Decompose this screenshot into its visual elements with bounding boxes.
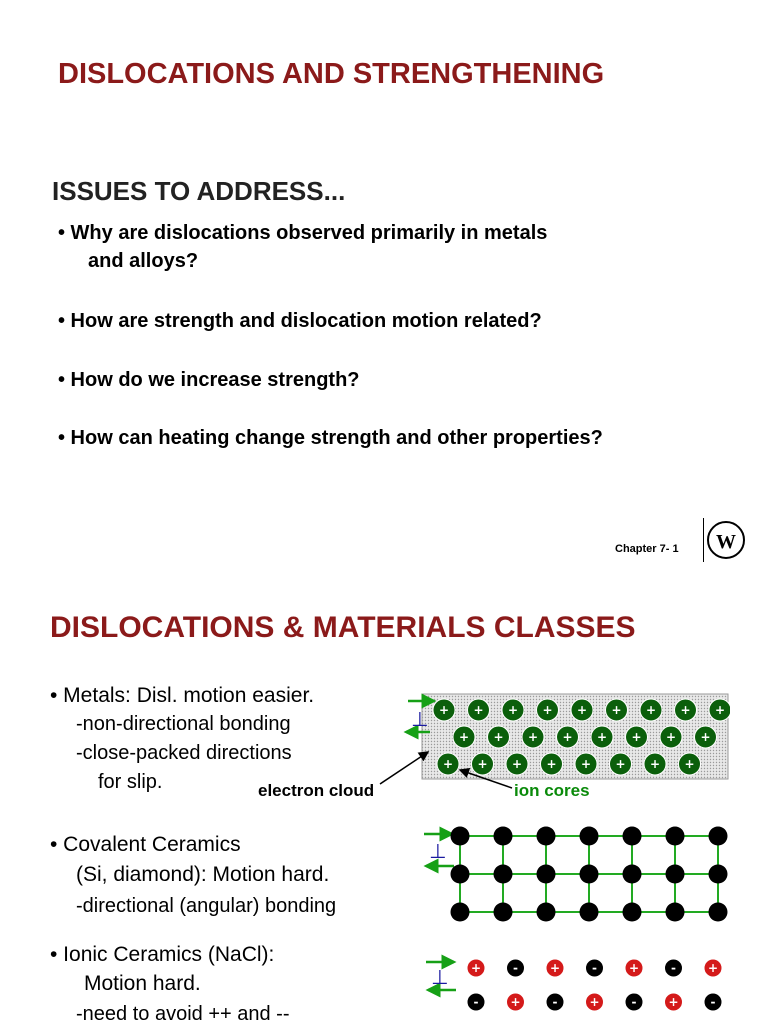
covalent-atom <box>580 865 599 884</box>
covalent-atom <box>537 827 556 846</box>
ion-core <box>571 699 593 721</box>
slide2-title: DISLOCATIONS & MATERIALS CLASSES <box>50 611 636 644</box>
covalent-head: • Covalent Ceramics <box>50 833 241 856</box>
svg-text:+: + <box>714 703 726 717</box>
ion-core <box>502 699 524 721</box>
anion <box>507 959 525 977</box>
covalent-atom <box>451 865 470 884</box>
covalent-atom <box>666 827 685 846</box>
ion-core <box>606 699 628 721</box>
electron-cloud-label: electron cloud <box>258 781 375 800</box>
bullet-2: • How are strength and dislocation motion related? <box>58 310 542 332</box>
covalent-atom <box>623 827 642 846</box>
dislocation-symbol-icon: ⊥ <box>411 707 429 731</box>
svg-text:+: + <box>611 703 622 717</box>
svg-text:+: + <box>700 730 711 744</box>
publisher-logo <box>703 518 748 562</box>
svg-text:+: + <box>645 703 657 717</box>
svg-text:+: + <box>668 995 679 1009</box>
svg-text:+: + <box>546 757 557 771</box>
svg-text:+: + <box>511 757 523 771</box>
covalent-atom <box>623 903 642 922</box>
ion-core <box>695 726 717 748</box>
svg-text:+: + <box>442 757 454 771</box>
svg-text:+: + <box>562 730 573 744</box>
wiley-logo-icon <box>704 518 748 562</box>
ion-core <box>537 699 559 721</box>
svg-text:+: + <box>576 703 588 717</box>
svg-text:+: + <box>477 757 488 771</box>
svg-text:+: + <box>707 961 719 975</box>
ion-core <box>626 726 648 748</box>
svg-text:+: + <box>665 730 677 744</box>
svg-text:+: + <box>680 703 691 717</box>
covalent-atom <box>494 827 513 846</box>
ion-core <box>610 753 632 775</box>
ion-core <box>660 726 682 748</box>
svg-text:-: - <box>592 961 597 975</box>
svg-text:+: + <box>470 961 482 975</box>
ion-core <box>644 753 666 775</box>
bullet-4: • How can heating change strength and other properties? <box>58 427 603 449</box>
issues-heading: ISSUES TO ADDRESS... <box>52 176 346 206</box>
ion-core <box>541 753 563 775</box>
dislocation-symbol-icon: ⊥ <box>429 839 447 863</box>
metals-sub3: for slip. <box>98 771 163 793</box>
metals-sub2: -close-packed directions <box>76 742 292 764</box>
svg-text:+: + <box>510 995 521 1009</box>
bullet-1-line2: and alloys? <box>88 250 199 272</box>
anion <box>665 959 683 977</box>
bullet-1-line1: • Why are dislocations observed primarily in metals <box>58 222 548 244</box>
covalent-line2: (Si, diamond): Motion hard. <box>76 863 330 886</box>
anion <box>704 993 722 1011</box>
ionic-head: • Ionic Ceramics (NaCl): <box>50 943 275 966</box>
covalent-atom <box>666 865 685 884</box>
svg-text:+: + <box>438 703 450 717</box>
svg-text:+: + <box>628 961 640 975</box>
svg-text:+: + <box>542 703 553 717</box>
covalent-atom <box>709 865 728 884</box>
svg-text:+: + <box>596 730 608 744</box>
covalent-atom <box>494 865 513 884</box>
covalent-atom <box>451 903 470 922</box>
anion <box>467 993 485 1011</box>
cation <box>625 959 643 977</box>
ion-core <box>675 699 697 721</box>
covalent-sub1: -directional (angular) bonding <box>76 895 337 917</box>
svg-text:W: W <box>716 531 736 553</box>
metals-sub1: -non-directional bonding <box>76 713 291 735</box>
cation <box>586 993 604 1011</box>
ion-core <box>557 726 579 748</box>
ion-cores-label: ion cores <box>514 781 590 800</box>
covalent-atom <box>580 903 599 922</box>
covalent-atom <box>666 903 685 922</box>
cation <box>507 993 525 1011</box>
ion-core <box>575 753 597 775</box>
svg-text:+: + <box>589 995 600 1009</box>
dislocation-symbol-icon: ⊥ <box>431 965 449 989</box>
svg-text:+: + <box>631 730 642 744</box>
covalent-atom <box>623 865 642 884</box>
anion <box>586 959 604 977</box>
ion-core <box>433 699 455 721</box>
svg-text:-: - <box>473 995 479 1009</box>
svg-text:+: + <box>493 730 504 744</box>
label-arrows <box>360 740 530 800</box>
svg-text:+: + <box>473 703 484 717</box>
cation <box>665 993 683 1011</box>
covalent-atom <box>580 827 599 846</box>
covalent-lattice-diagram <box>420 822 730 926</box>
svg-text:+: + <box>507 703 519 717</box>
svg-text:-: - <box>631 995 637 1009</box>
ion-core <box>640 699 662 721</box>
anion <box>546 993 564 1011</box>
ionic-sub1: -need to avoid ++ and -- <box>76 1003 290 1025</box>
ion-core <box>679 753 701 775</box>
anion <box>625 993 643 1011</box>
bullet-3: • How do we increase strength? <box>58 369 360 391</box>
svg-text:+: + <box>684 757 695 771</box>
ionic-lattice-diagram <box>420 950 730 1024</box>
bullet-1 <box>58 219 547 275</box>
covalent-atom <box>537 865 556 884</box>
svg-text:-: - <box>671 961 676 975</box>
svg-text:-: - <box>513 961 518 975</box>
covalent-atom <box>537 903 556 922</box>
cation <box>546 959 564 977</box>
covalent-atom <box>709 827 728 846</box>
cation <box>704 959 722 977</box>
svg-text:+: + <box>527 730 539 744</box>
svg-text:+: + <box>615 757 626 771</box>
chapter-label: Chapter 7- 1 <box>615 543 679 555</box>
covalent-atom <box>494 903 513 922</box>
covalent-atom <box>451 827 470 846</box>
ion-core <box>591 726 613 748</box>
metals-head: • Metals: Disl. motion easier. <box>50 684 315 707</box>
ion-core <box>468 699 490 721</box>
svg-text:-: - <box>552 995 558 1009</box>
slide1-title: DISLOCATIONS AND STRENGTHENING <box>58 58 605 90</box>
svg-text:-: - <box>710 995 716 1009</box>
svg-text:+: + <box>580 757 592 771</box>
svg-text:+: + <box>649 757 661 771</box>
ion-core <box>709 699 730 721</box>
svg-text:+: + <box>549 961 561 975</box>
ionic-line2: Motion hard. <box>84 972 201 995</box>
svg-text:+: + <box>458 730 470 744</box>
cation <box>467 959 485 977</box>
covalent-atom <box>709 903 728 922</box>
